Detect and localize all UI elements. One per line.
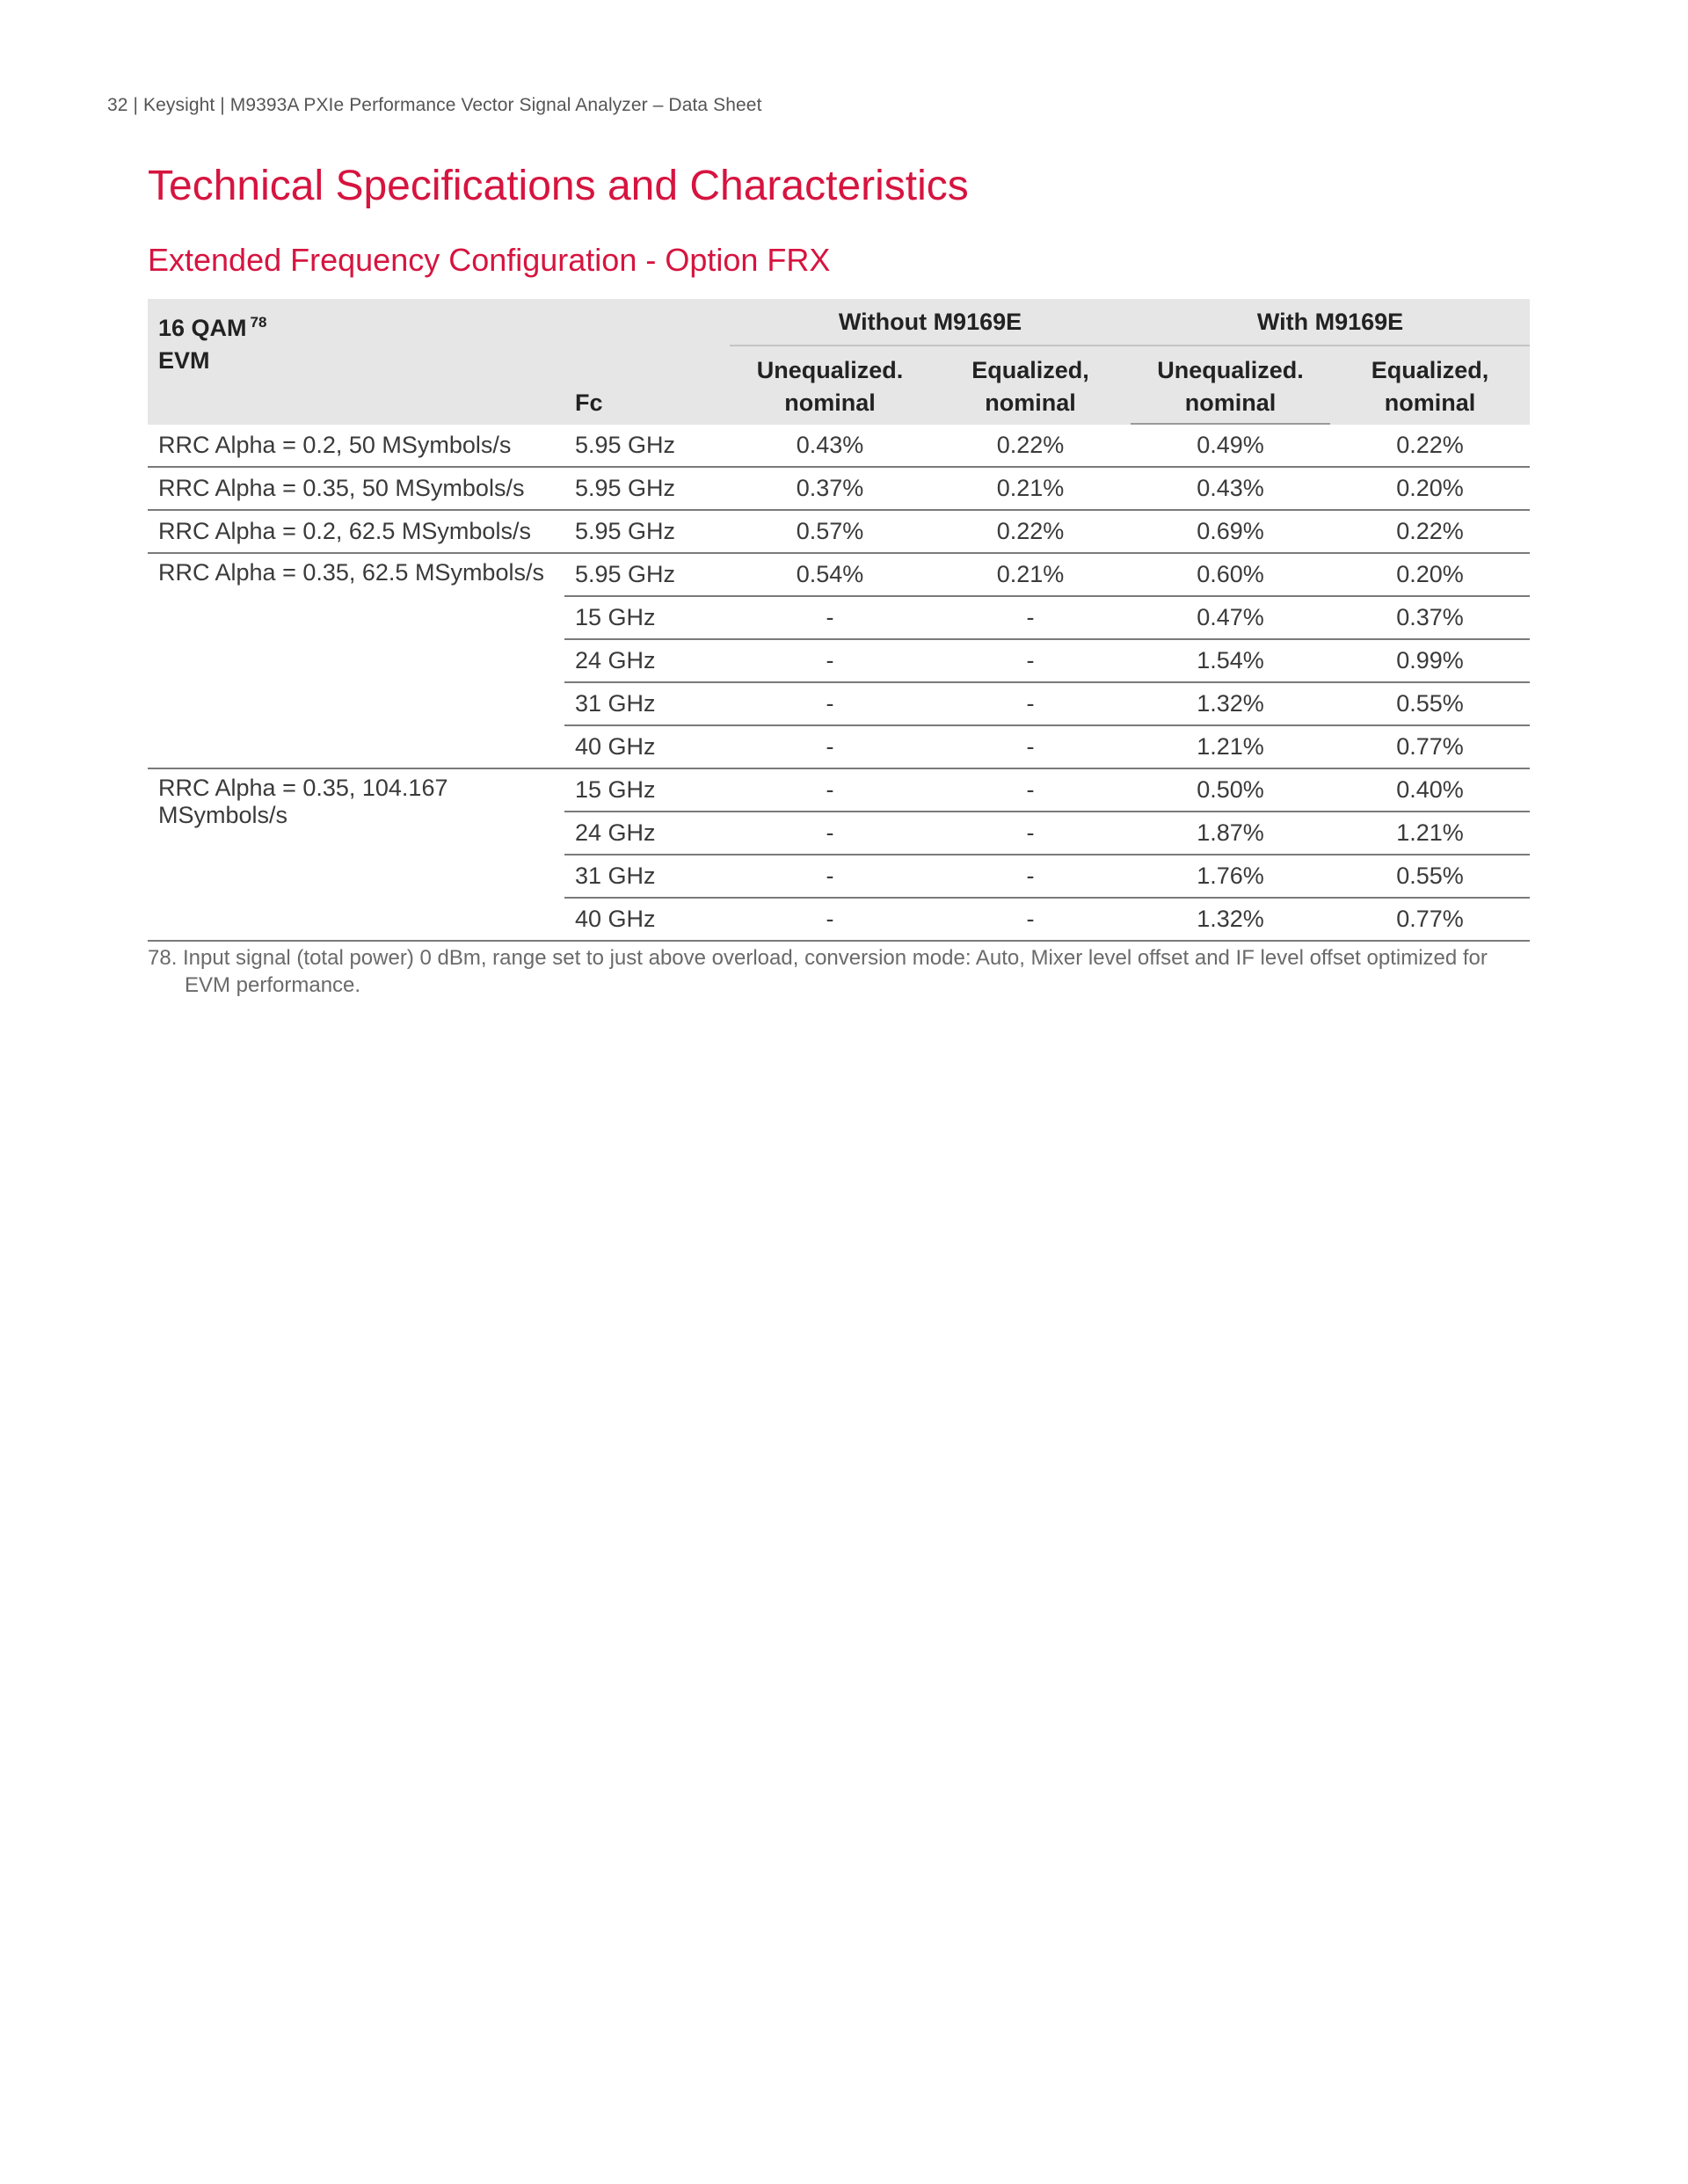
without-unequalized-value: 0.37% — [730, 467, 930, 510]
footnote-number: 78. — [148, 946, 178, 970]
with-unequalized-value: 0.47% — [1131, 596, 1330, 639]
evm-spec-table — [148, 299, 1530, 942]
without-unequalized-value: 0.54% — [730, 553, 930, 596]
fc-value: 15 GHz — [564, 596, 730, 639]
with-equalized-value: 0.22% — [1330, 425, 1530, 467]
with-unequalized-value: 1.54% — [1131, 639, 1330, 682]
without-unequalized-value: - — [730, 898, 930, 941]
column-header-fc: Fc — [564, 346, 730, 425]
fc-value: 5.95 GHz — [564, 553, 730, 596]
without-unequalized-value: - — [730, 812, 930, 855]
footnote-ref: 78 — [250, 314, 267, 331]
without-equalized-value: - — [930, 639, 1131, 682]
table-row — [148, 510, 1530, 553]
fc-value: 40 GHz — [564, 898, 730, 941]
fc-value: 24 GHz — [564, 812, 730, 855]
row-label: RRC Alpha = 0.35, 62.5 MSymbols/s — [148, 553, 564, 768]
fc-value: 5.95 GHz — [564, 425, 730, 467]
with-unequalized-value: 1.87% — [1131, 812, 1330, 855]
without-equalized-value: - — [930, 596, 1131, 639]
running-head: 32 | Keysight | M9393A PXIe Performance Vector Signal Analyzer – Data Sheet — [107, 95, 762, 115]
fc-value: 15 GHz — [564, 768, 730, 812]
without-equalized-value: - — [930, 898, 1131, 941]
without-equalized-value: 0.21% — [930, 467, 1131, 510]
with-unequalized-value: 1.21% — [1131, 725, 1330, 768]
with-equalized-value: 0.77% — [1330, 898, 1530, 941]
row-label: RRC Alpha = 0.2, 50 MSymbols/s — [148, 425, 564, 467]
fc-value: 31 GHz — [564, 682, 730, 725]
table-header-row — [148, 299, 1530, 346]
without-unequalized-value: 0.57% — [730, 510, 930, 553]
column-header-without-unequalized: Unequalized. nominal — [730, 346, 930, 425]
without-equalized-value: 0.21% — [930, 553, 1131, 596]
with-equalized-value: 0.77% — [1330, 725, 1530, 768]
with-equalized-value: 0.20% — [1330, 553, 1530, 596]
fc-value: 5.95 GHz — [564, 510, 730, 553]
table-label-line2: EVM — [158, 347, 210, 374]
footnote — [148, 944, 1554, 999]
row-label: RRC Alpha = 0.35, 50 MSymbols/s — [148, 467, 564, 510]
with-equalized-value: 0.22% — [1330, 510, 1530, 553]
with-equalized-value: 0.55% — [1330, 855, 1530, 898]
with-equalized-value: 0.37% — [1330, 596, 1530, 639]
without-equalized-value: - — [930, 725, 1131, 768]
without-unequalized-value: - — [730, 768, 930, 812]
with-equalized-value: 0.40% — [1330, 768, 1530, 812]
with-unequalized-value: 0.43% — [1131, 467, 1330, 510]
row-label: RRC Alpha = 0.2, 62.5 MSymbols/s — [148, 510, 564, 553]
fc-value: 31 GHz — [564, 855, 730, 898]
column-header-with-equalized: Equalized, nominal — [1330, 346, 1530, 425]
without-unequalized-value: - — [730, 682, 930, 725]
fc-value: 5.95 GHz — [564, 467, 730, 510]
row-label: RRC Alpha = 0.35, 104.167 MSymbols/s — [148, 768, 564, 941]
table-row — [148, 467, 1530, 510]
fc-value: 24 GHz — [564, 639, 730, 682]
section-title: Extended Frequency Configuration - Option FRX — [148, 242, 831, 278]
without-unequalized-value: - — [730, 596, 930, 639]
group-header-without: Without M9169E — [730, 299, 1131, 346]
table-label-line1: 16 QAM $^{78}$ — [158, 314, 267, 341]
with-equalized-value: 1.21% — [1330, 812, 1530, 855]
table-row — [148, 768, 1530, 812]
with-unequalized-value: 0.69% — [1131, 510, 1330, 553]
with-unequalized-value: 1.32% — [1131, 682, 1330, 725]
with-unequalized-value: 0.49% — [1131, 425, 1330, 467]
footnote-line-1 — [148, 944, 1554, 972]
without-unequalized-value: 0.43% — [730, 425, 930, 467]
without-equalized-value: 0.22% — [930, 425, 1131, 467]
table-label-cell — [148, 299, 564, 425]
without-equalized-value: - — [930, 855, 1131, 898]
page-title: Technical Specifications and Characteristics — [148, 163, 969, 209]
table-row — [148, 553, 1530, 596]
footnote-text: Input signal (total power) 0 dBm, range set to just above overload, conversion mode: Auto, Mixer level offset and IF level offset optimized for — [183, 946, 1488, 970]
footnote-line-2: EVM performance. — [185, 973, 361, 997]
without-equalized-value: - — [930, 682, 1131, 725]
with-unequalized-value: 0.60% — [1131, 553, 1330, 596]
without-equalized-value: 0.22% — [930, 510, 1131, 553]
column-header-with-unequalized: Unequalized. nominal — [1131, 346, 1330, 425]
without-unequalized-value: - — [730, 725, 930, 768]
with-unequalized-value: 0.50% — [1131, 768, 1330, 812]
with-equalized-value: 0.99% — [1330, 639, 1530, 682]
with-equalized-value: 0.20% — [1330, 467, 1530, 510]
without-unequalized-value: - — [730, 855, 930, 898]
group-header-with: With M9169E — [1131, 299, 1530, 346]
header-spacer — [564, 299, 730, 346]
table-row — [148, 425, 1530, 467]
with-unequalized-value: 1.32% — [1131, 898, 1330, 941]
with-unequalized-value: 1.76% — [1131, 855, 1330, 898]
without-unequalized-value: - — [730, 639, 930, 682]
fc-value: 40 GHz — [564, 725, 730, 768]
with-equalized-value: 0.55% — [1330, 682, 1530, 725]
column-header-without-equalized: Equalized, nominal — [930, 346, 1131, 425]
without-equalized-value: - — [930, 768, 1131, 812]
without-equalized-value: - — [930, 812, 1131, 855]
